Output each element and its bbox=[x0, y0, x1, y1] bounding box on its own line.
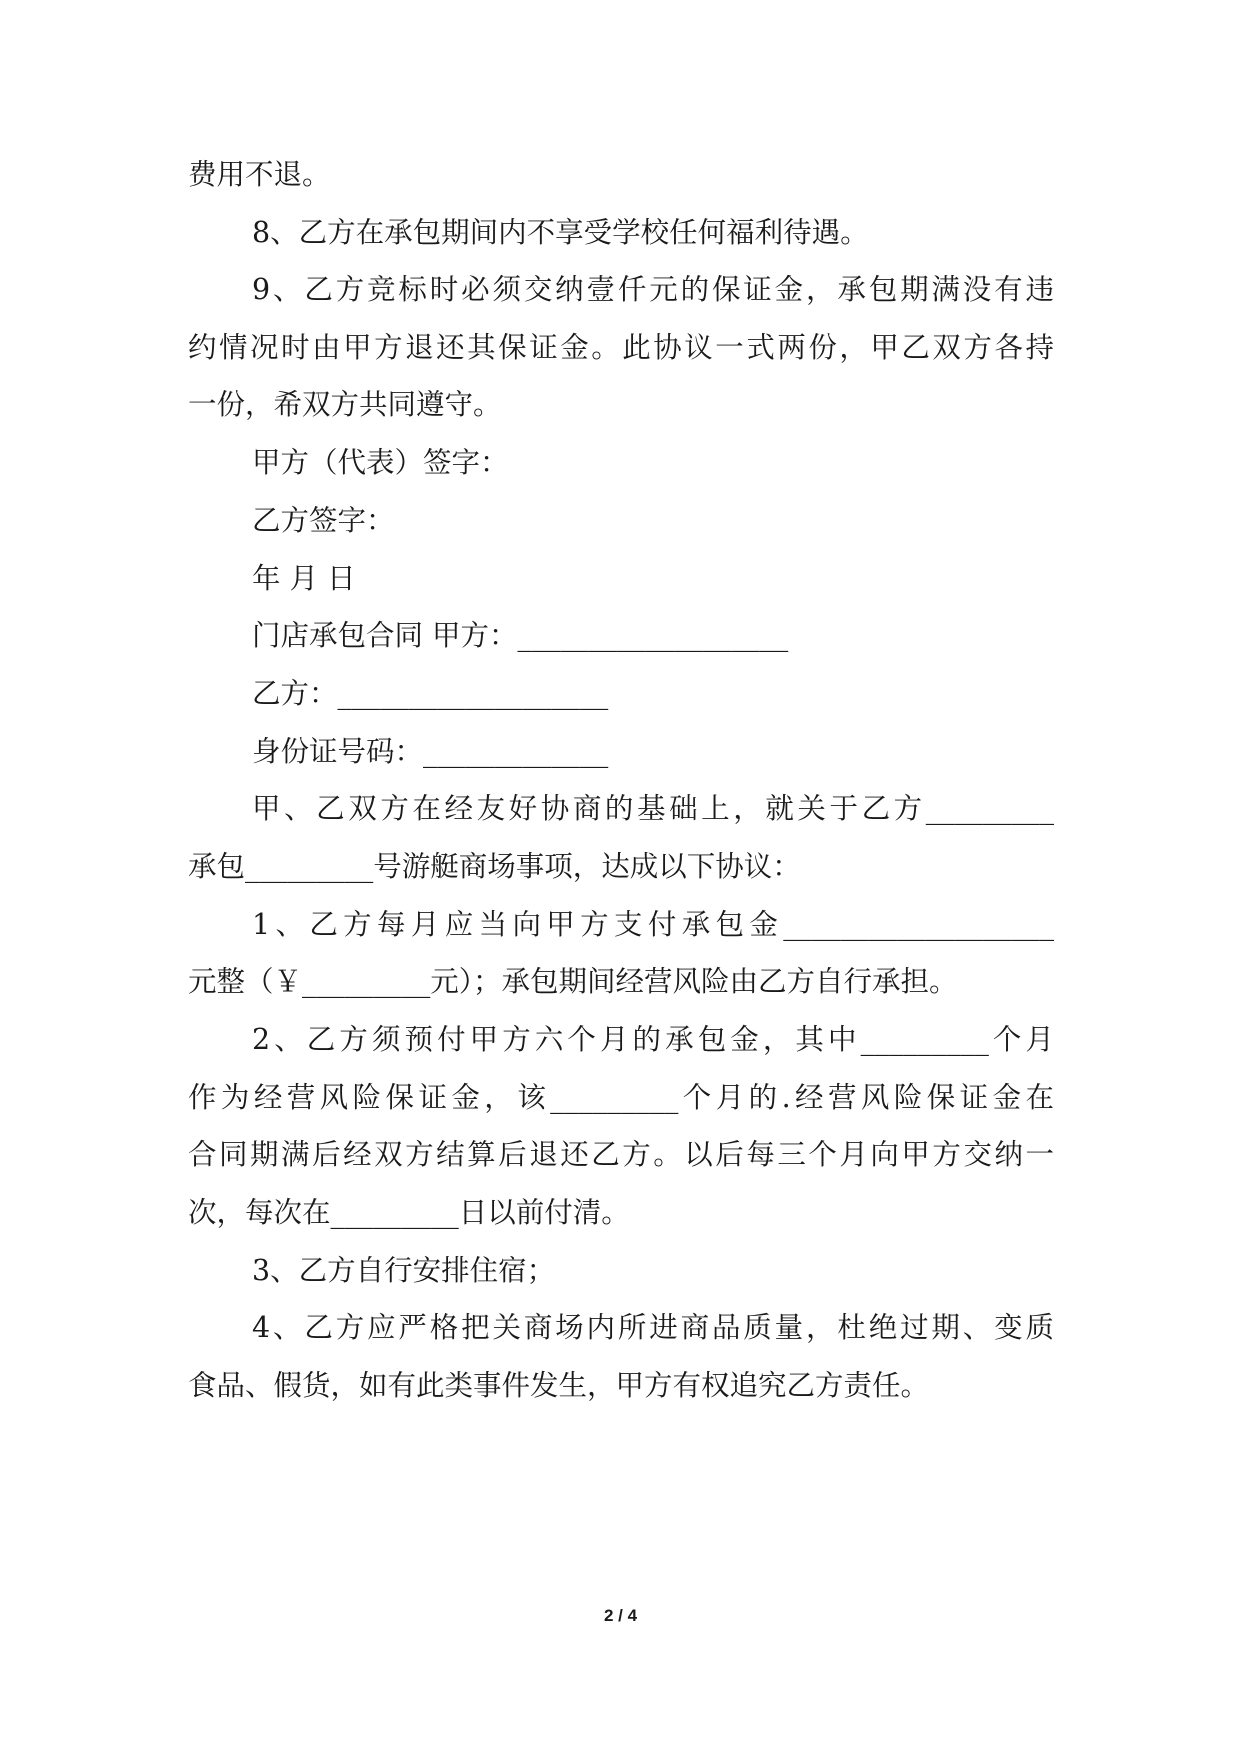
clause-2-line-2: 作为经营风险保证金，该_________个月的.经营风险保证金在 bbox=[188, 1081, 1054, 1114]
clause-3: 3、乙方自行安排住宿； bbox=[252, 1254, 556, 1287]
clause-4-line-2: 食品、假货，如有此类事件发生，甲方有权追究乙方责任。 bbox=[188, 1369, 930, 1402]
preamble-line-2: 承包_________号游艇商场事项，达成以下协议： bbox=[188, 850, 801, 883]
clause-4-line-1: 4、乙方应严格把关商场内所进商品质量，杜绝过期、变质 bbox=[252, 1311, 1054, 1344]
clause-2-line-1: 2、乙方须预付甲方六个月的承包金，其中_________个月 bbox=[252, 1023, 1054, 1056]
preamble-line-1: 甲、乙双方在经友好协商的基础上，就关于乙方_________ bbox=[252, 792, 1054, 825]
clause-1-line-2: 元整（￥_________元）；承包期间经营风险由乙方自行承担。 bbox=[188, 965, 958, 998]
date-line: 年 月 日 bbox=[252, 562, 356, 595]
clause-9-line-3: 一份，希双方共同遵守。 bbox=[188, 388, 502, 421]
clause-2-line-4: 次，每次在_________日以前付清。 bbox=[188, 1196, 630, 1229]
clause-2-line-3: 合同期满后经双方结算后退还乙方。以后每三个月向甲方交纳一 bbox=[188, 1138, 1054, 1171]
party-b-signature-label: 乙方签字： bbox=[252, 504, 395, 537]
contract-title-party-a: 门店承包合同 甲方：___________________ bbox=[252, 619, 789, 652]
clause-9-line-1: 9、乙方竞标时必须交纳壹仟元的保证金，承包期满没有违 bbox=[252, 273, 1054, 306]
clause-8: 8、乙方在承包期间内不享受学校任何福利待遇。 bbox=[252, 216, 869, 249]
clause-1-line-1: 1、乙方每月应当向甲方支付承包金___________________ bbox=[252, 908, 1054, 941]
text-line: 费用不退。 bbox=[188, 158, 331, 191]
party-b-line: 乙方：___________________ bbox=[252, 677, 609, 710]
page-number: 2 / 4 bbox=[603, 1606, 638, 1625]
clause-9-line-2: 约情况时由甲方退还其保证金。此协议一式两份，甲乙双方各持 bbox=[188, 331, 1054, 364]
id-number-line: 身份证号码：_____________ bbox=[252, 735, 609, 768]
party-a-signature-label: 甲方（代表）签字： bbox=[252, 446, 509, 479]
